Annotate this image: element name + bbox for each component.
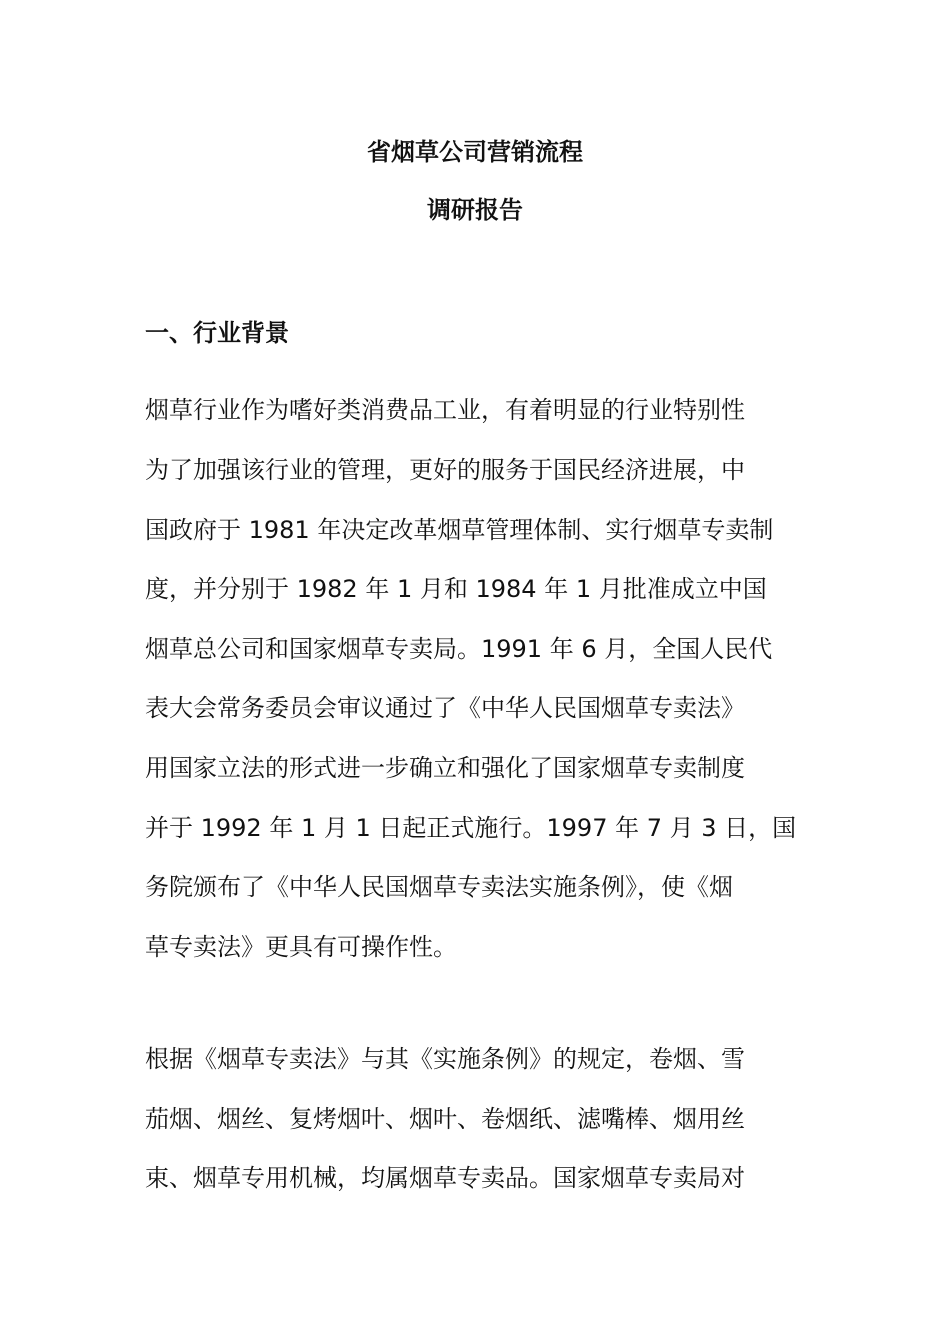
paragraph-line: 度，并分别于 1982 年 1 月和 1984 年 1 月批准成立中国 [145, 575, 767, 603]
paragraph-line: 表大会常务委员会审议通过了《中华人民国烟草专卖法》 [145, 694, 745, 722]
paragraph-line: 烟草总公司和国家烟草专卖局。1991 年 6 月，全国人民代 [145, 635, 773, 663]
document-title: 省烟草公司营销流程 [367, 138, 583, 166]
paragraph-line: 国政府于 1981 年决定改革烟草管理体制、实行烟草专卖制 [145, 516, 774, 544]
document-subtitle: 调研报告 [427, 196, 523, 224]
paragraph-line: 务院颁布了《中华人民国烟草专卖法实施条例》，使《烟 [145, 873, 733, 901]
paragraph-line: 用国家立法的形式进一步确立和强化了国家烟草专卖制度 [145, 754, 745, 782]
paragraph-line: 烟草行业作为嗜好类消费品工业，有着明显的行业特别性 [145, 396, 745, 424]
paragraph-line: 根据《烟草专卖法》与其《实施条例》的规定，卷烟、雪 [145, 1045, 745, 1073]
section-heading: 一、行业背景 [145, 319, 289, 347]
paragraph-line: 草专卖法》更具有可操作性。 [145, 933, 457, 961]
paragraph-line: 为了加强该行业的管理，更好的服务于国民经济进展，中 [145, 456, 745, 484]
paragraph-line: 并于 1992 年 1 月 1 日起正式施行。1997 年 7 月 3 日，国 [145, 814, 797, 842]
paragraph-line: 茄烟、烟丝、复烤烟叶、烟叶、卷烟纸、滤嘴棒、烟用丝 [145, 1105, 745, 1133]
paragraph-line: 束、烟草专用机械，均属烟草专卖品。国家烟草专卖局对 [145, 1164, 745, 1192]
